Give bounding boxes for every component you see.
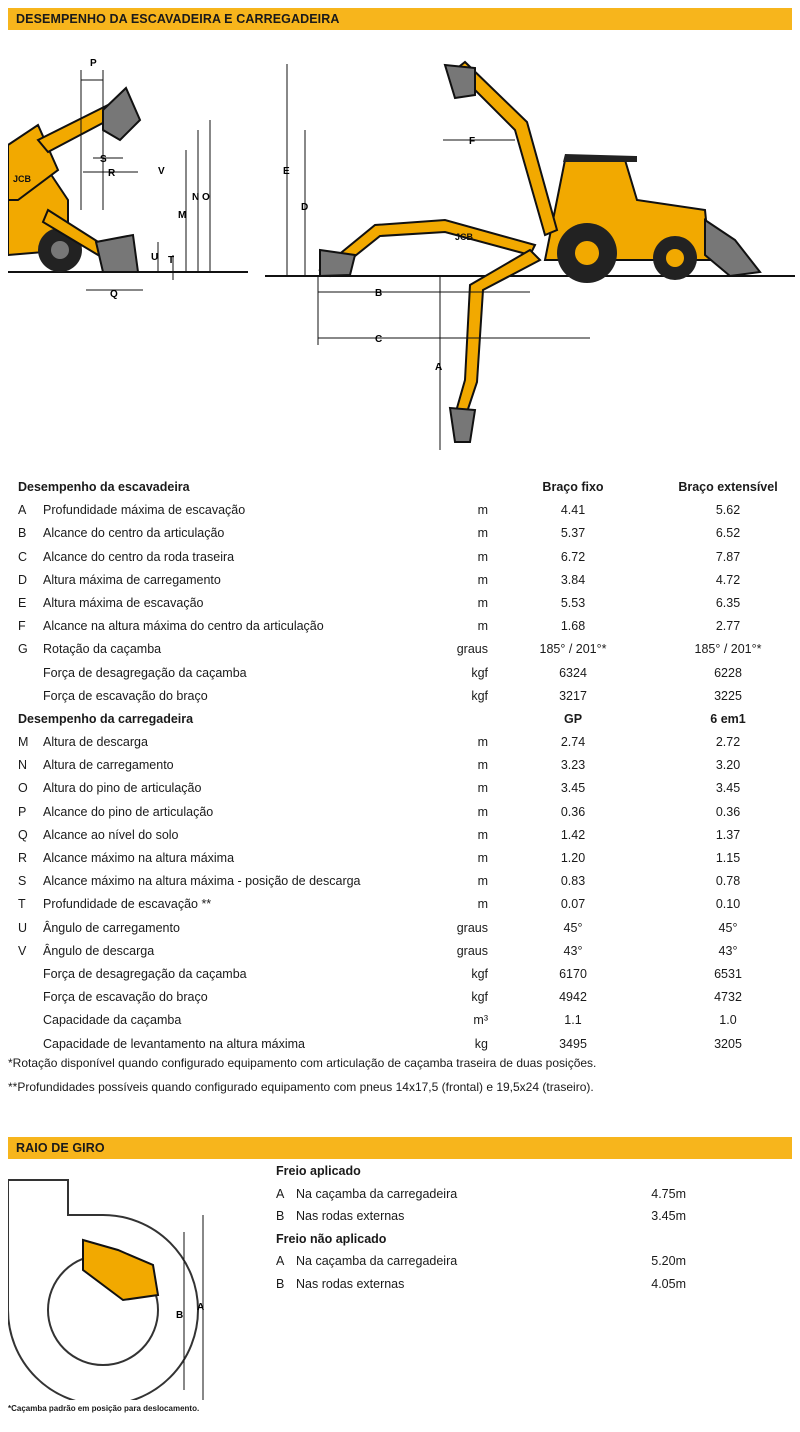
dim-label-c: C bbox=[375, 334, 383, 345]
row-letter: R bbox=[18, 851, 28, 865]
col-header-fixed-arm: Braço fixo bbox=[542, 480, 604, 494]
row-unit: m bbox=[477, 874, 488, 889]
row-unit: graus bbox=[456, 943, 488, 958]
list-item bbox=[276, 1250, 696, 1273]
table-row bbox=[8, 777, 794, 800]
row-label: Ângulo de carregamento bbox=[43, 920, 180, 935]
row-value-2: 1.37 bbox=[715, 827, 741, 842]
section-title: RAIO DE GIRO bbox=[16, 1141, 105, 1155]
row-value-2: 6.35 bbox=[715, 595, 741, 610]
dim-label-p: P bbox=[90, 58, 97, 69]
row-label: Altura do pino de articulação bbox=[43, 781, 202, 796]
row-value-1: 1.1 bbox=[564, 1013, 582, 1028]
row-unit: m bbox=[477, 572, 488, 587]
row-unit: kg bbox=[474, 1036, 488, 1051]
row-value-2: 2.72 bbox=[715, 735, 741, 750]
row-value: 5.20m bbox=[651, 1254, 686, 1268]
table-row bbox=[8, 893, 794, 916]
row-letter: B bbox=[276, 1209, 285, 1223]
dim-label-b: B bbox=[375, 288, 383, 299]
row-value-1: 2.74 bbox=[560, 735, 586, 750]
row-unit: m bbox=[477, 827, 488, 842]
row-label: Rotação da caçamba bbox=[43, 642, 162, 657]
footnote-rotation: *Rotação disponível quando configurado equipamento com articulação de caçamba traseira de duas posições. bbox=[8, 1056, 597, 1070]
loader-diagram bbox=[8, 50, 248, 310]
row-value-2: 2.77 bbox=[715, 619, 741, 634]
row-letter: Q bbox=[18, 827, 28, 842]
backhoe-table-header bbox=[8, 476, 794, 499]
row-value-1: 3.84 bbox=[560, 572, 586, 587]
row-value-1: 3495 bbox=[559, 1036, 587, 1051]
row-label: Nas rodas externas bbox=[296, 1276, 405, 1291]
dim-label-e: E bbox=[283, 166, 290, 177]
row-unit: m bbox=[477, 804, 488, 819]
dim-label-a: A bbox=[197, 1302, 205, 1313]
row-unit: m bbox=[477, 619, 488, 634]
row-label: Alcance do centro da articulação bbox=[43, 526, 225, 541]
dim-label-n: N bbox=[192, 192, 200, 203]
row-label: Força de escavação do braço bbox=[43, 688, 208, 703]
row-value-2: 1.0 bbox=[719, 1013, 737, 1028]
row-letter: O bbox=[18, 781, 28, 796]
row-value-1: 6324 bbox=[559, 665, 587, 680]
row-unit: m bbox=[477, 897, 488, 912]
row-value-1: 6.72 bbox=[560, 549, 586, 564]
table-row bbox=[8, 986, 794, 1009]
row-unit: m bbox=[477, 758, 488, 773]
row-unit: m bbox=[477, 595, 488, 610]
row-value: 4.75m bbox=[651, 1186, 686, 1201]
dim-label-r: R bbox=[108, 168, 116, 179]
row-value-2: 3225 bbox=[714, 688, 742, 703]
row-letter: D bbox=[18, 572, 28, 587]
row-label: Alcance do centro da roda traseira bbox=[43, 549, 235, 564]
row-label: Alcance do pino de articulação bbox=[43, 804, 214, 819]
row-letter: M bbox=[18, 735, 29, 750]
row-value-1: 1.42 bbox=[560, 827, 586, 842]
row-label: Altura de descarga bbox=[43, 735, 148, 750]
dim-label-t: T bbox=[168, 255, 175, 266]
row-value-1: 4942 bbox=[559, 990, 587, 1005]
spec-table bbox=[8, 476, 794, 1056]
row-value-2: 3.20 bbox=[715, 758, 741, 773]
row-value-2: 6531 bbox=[714, 966, 742, 981]
row-label: Na caçamba da carregadeira bbox=[296, 1254, 458, 1268]
row-label: Altura de carregamento bbox=[43, 758, 174, 773]
table-row bbox=[8, 1033, 794, 1056]
table-row bbox=[8, 499, 794, 522]
loader-table-title: Desempenho da carregadeira bbox=[18, 711, 194, 726]
dim-label-u: U bbox=[151, 252, 159, 263]
dim-label-q: Q bbox=[110, 289, 118, 300]
row-value-1: 45° bbox=[563, 920, 583, 935]
dim-label-a: A bbox=[435, 362, 443, 373]
table-row bbox=[8, 569, 794, 592]
dim-label-s: S bbox=[100, 154, 107, 165]
row-value-2: 3.45 bbox=[715, 781, 741, 796]
col-header-gp: GP bbox=[563, 711, 583, 726]
table-row bbox=[8, 685, 794, 708]
row-unit: m bbox=[477, 781, 488, 796]
dim-label-f: F bbox=[469, 136, 476, 147]
row-value-2: 5.62 bbox=[715, 503, 741, 518]
row-value-1: 3.45 bbox=[560, 781, 586, 796]
braked-title: Freio aplicado bbox=[276, 1164, 361, 1178]
row-value: 3.45m bbox=[651, 1209, 686, 1223]
row-value-2: 4732 bbox=[714, 990, 742, 1005]
row-letter: C bbox=[18, 549, 28, 564]
row-label: Força de desagregação da caçamba bbox=[43, 665, 247, 680]
row-label: Altura máxima de escavação bbox=[43, 595, 204, 610]
table-row bbox=[8, 870, 794, 893]
row-value-2: 0.78 bbox=[715, 874, 741, 889]
row-value-1: 0.83 bbox=[560, 874, 586, 889]
row-value-1: 185° / 201°* bbox=[539, 642, 607, 657]
list-item bbox=[276, 1205, 696, 1228]
section-header-turning-radius bbox=[8, 1137, 792, 1159]
row-label: Alcance ao nível do solo bbox=[43, 827, 179, 842]
unbraked-title: Freio não aplicado bbox=[276, 1231, 387, 1246]
row-label: Força de desagregação da caçamba bbox=[43, 966, 247, 981]
row-letter: N bbox=[18, 758, 28, 773]
row-unit: m bbox=[477, 549, 488, 564]
row-value-1: 43° bbox=[563, 943, 583, 958]
row-label: Alcance na altura máxima do centro da articulação bbox=[43, 619, 324, 634]
row-label: Profundidade de escavação ** bbox=[43, 897, 212, 912]
row-unit: graus bbox=[456, 920, 488, 935]
row-value-2: 43° bbox=[718, 943, 738, 958]
table-row bbox=[8, 847, 794, 870]
table-row bbox=[8, 801, 794, 824]
row-label: Força de escavação do braço bbox=[43, 990, 208, 1005]
row-value-1: 1.68 bbox=[560, 619, 586, 634]
table-row bbox=[8, 917, 794, 940]
row-value-1: 3217 bbox=[559, 688, 587, 703]
row-letter: A bbox=[18, 503, 27, 518]
row-value-1: 4.41 bbox=[560, 503, 586, 518]
backhoe-diagram bbox=[265, 50, 795, 460]
row-letter: G bbox=[18, 642, 28, 657]
turning-radius-table bbox=[276, 1160, 696, 1295]
row-letter: A bbox=[276, 1186, 285, 1201]
row-value-2: 4.72 bbox=[715, 572, 741, 587]
row-value-2: 7.87 bbox=[715, 549, 741, 564]
row-letter: P bbox=[18, 804, 27, 819]
row-value-2: 6.52 bbox=[715, 526, 741, 541]
row-value-1: 5.53 bbox=[560, 595, 586, 610]
section-header-performance bbox=[8, 8, 792, 30]
row-letter: S bbox=[18, 874, 27, 889]
footnote-depth: **Profundidades possíveis quando configurado equipamento com pneus 14x17,5 (frontal) e 19,5x24 (traseiro). bbox=[8, 1080, 594, 1094]
row-value-2: 0.36 bbox=[715, 804, 741, 819]
table-row bbox=[8, 522, 794, 545]
turning-radius-diagram bbox=[8, 1170, 228, 1400]
row-unit: m bbox=[477, 735, 488, 750]
list-item bbox=[276, 1273, 696, 1296]
table-row bbox=[8, 731, 794, 754]
dim-label-o: O bbox=[202, 192, 210, 203]
row-unit: kgf bbox=[471, 966, 488, 981]
row-value-2: 6228 bbox=[714, 665, 742, 680]
table-row bbox=[8, 615, 794, 638]
list-item bbox=[276, 1183, 696, 1206]
row-unit: m³ bbox=[473, 1013, 488, 1028]
row-unit: m bbox=[477, 526, 488, 541]
jcb-logo: JCB bbox=[13, 174, 32, 184]
dim-label-d: D bbox=[301, 202, 309, 213]
row-value-1: 1.20 bbox=[560, 851, 586, 865]
row-letter: T bbox=[18, 897, 26, 912]
dim-label-b: B bbox=[176, 1310, 184, 1321]
row-value-1: 3.23 bbox=[560, 758, 586, 773]
row-label: Altura máxima de carregamento bbox=[43, 572, 221, 587]
turning-caption: *Caçamba padrão em posição para deslocamento. bbox=[8, 1404, 200, 1413]
row-value-2: 185° / 201°* bbox=[694, 642, 762, 657]
jcb-logo: JCB bbox=[455, 232, 474, 242]
row-unit: graus bbox=[456, 642, 488, 657]
row-label: Alcance máximo na altura máxima bbox=[43, 851, 235, 865]
row-unit: kgf bbox=[471, 688, 488, 703]
row-unit: kgf bbox=[471, 665, 488, 680]
col-header-extendable-arm: Braço extensível bbox=[678, 480, 778, 494]
table-row bbox=[8, 824, 794, 847]
row-value-1: 0.36 bbox=[560, 804, 586, 819]
row-letter: B bbox=[18, 526, 27, 541]
row-letter: B bbox=[276, 1276, 285, 1291]
backhoe-table-title: Desempenho da escavadeira bbox=[18, 480, 190, 494]
table-row bbox=[8, 662, 794, 685]
table-row bbox=[8, 546, 794, 569]
table-row bbox=[8, 940, 794, 963]
row-label: Profundidade máxima de escavação bbox=[43, 503, 246, 518]
row-label: Alcance máximo na altura máxima - posição de descarga bbox=[43, 874, 361, 889]
row-letter: E bbox=[18, 595, 27, 610]
row-label: Ângulo de descarga bbox=[43, 943, 155, 958]
row-value-1: 5.37 bbox=[560, 526, 586, 541]
table-row bbox=[8, 754, 794, 777]
loader-table-header bbox=[8, 708, 794, 731]
row-unit: m bbox=[477, 851, 488, 865]
row-letter: V bbox=[18, 943, 27, 958]
row-value-2: 1.15 bbox=[715, 851, 741, 865]
row-unit: kgf bbox=[471, 990, 488, 1005]
col-header-6in1: 6 em1 bbox=[710, 711, 746, 726]
row-label: Nas rodas externas bbox=[296, 1209, 405, 1223]
section-title: DESEMPENHO DA ESCAVADEIRA E CARREGADEIRA bbox=[16, 12, 340, 26]
row-letter: F bbox=[18, 619, 26, 634]
table-row bbox=[8, 592, 794, 615]
dim-label-v: V bbox=[158, 166, 165, 177]
row-label: Capacidade da caçamba bbox=[43, 1013, 182, 1028]
row-value-1: 0.07 bbox=[560, 897, 586, 912]
dim-label-m: M bbox=[178, 210, 187, 221]
row-label: Capacidade de levantamento na altura máxima bbox=[43, 1036, 305, 1051]
row-label: Na caçamba da carregadeira bbox=[296, 1186, 458, 1201]
row-value-1: 6170 bbox=[559, 966, 587, 981]
table-row bbox=[8, 1009, 794, 1032]
row-value-2: 3205 bbox=[714, 1036, 742, 1051]
row-letter: U bbox=[18, 920, 28, 935]
row-unit: m bbox=[477, 503, 488, 518]
table-row bbox=[8, 963, 794, 986]
row-letter: A bbox=[276, 1254, 285, 1268]
row-value-2: 45° bbox=[718, 920, 738, 935]
row-value: 4.05m bbox=[651, 1276, 686, 1291]
table-row bbox=[8, 638, 794, 661]
row-value-2: 0.10 bbox=[715, 897, 741, 912]
